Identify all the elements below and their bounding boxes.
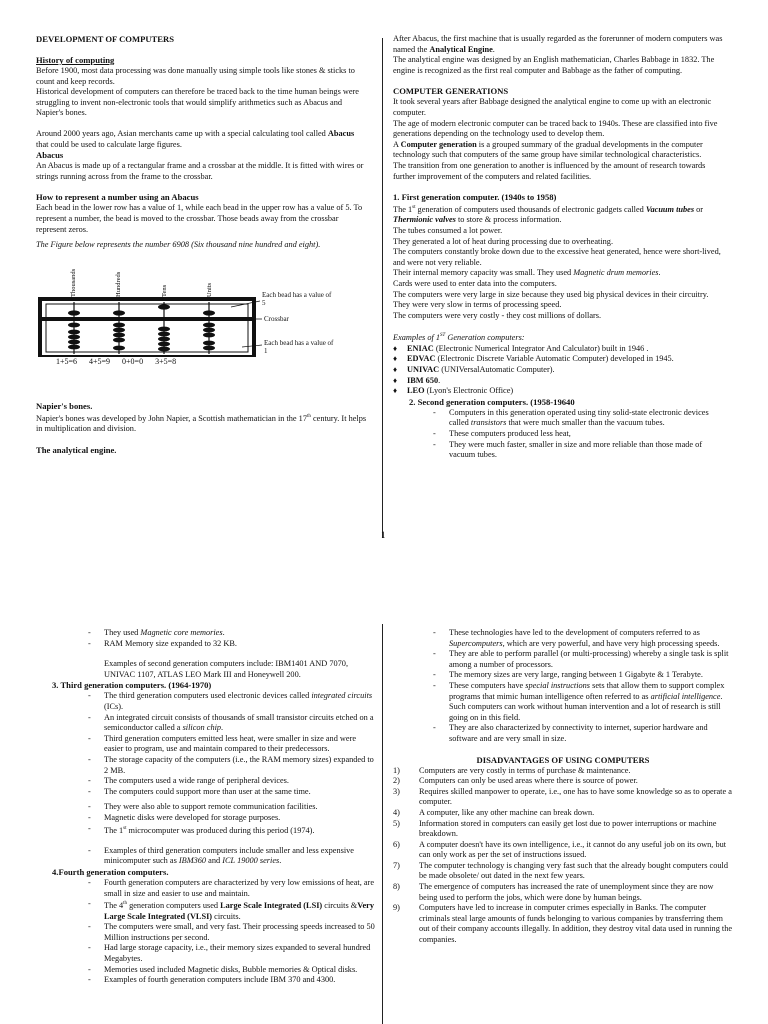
disadvantages-list xyxy=(393,766,733,946)
list-item: ♦ ENIAC (Electronic Numerical Integrator And Calculator) built in 1946 . xyxy=(393,344,729,355)
page-2 xyxy=(0,620,768,1024)
first-gen-examples-heading: Examples of 1ST Generation computers: xyxy=(393,333,525,343)
represent-description: Each bead in the lower row has a value of 1, while each bead in the upper row has a value of 5. To represent a number, the bead is moved to the crossbar. Those beads away from the crossbar represent zeros. xyxy=(36,203,363,234)
second-gen-list-continued xyxy=(36,628,376,649)
list-item: 7) The computer technology is changing very fast such that the already bought computers could be made obsolete/ out dated in the next few years. xyxy=(393,860,728,881)
abacus-sums: 1+5=6 4+5=9 0+0=0 3+5=8 xyxy=(56,356,177,366)
generations-paragraph-1: It took several years after Babbage designed the analytical engine to come up with an electronic computer. xyxy=(393,97,712,117)
analytical-paragraph-2: The analytical engine was designed by an English mathematician, Charles Babbage in 1832. The engine is recognized as the first real computer and Babbage as the father of computing. xyxy=(393,55,715,75)
first-gen-examples-list xyxy=(393,344,729,397)
list-item: - Magnetic disks were developed for storage purposes. xyxy=(88,813,376,824)
fourth-gen-list xyxy=(36,878,376,986)
abacus-col-label-hundreds: Hundreds xyxy=(115,271,122,297)
page2-left-column xyxy=(36,628,376,1024)
abacus-figure xyxy=(36,261,366,371)
list-item: - The memory sizes are very large, ranging between 1 Gigabyte & 1 Terabyte. xyxy=(433,670,733,681)
list-item: - They are able to perform parallel (or multi-processing) whereby a single task is split among a number of processors. xyxy=(433,649,733,670)
generations-heading: COMPUTER GENERATIONS xyxy=(393,86,509,97)
label-upper-beads: Each bead has a value of 5 xyxy=(262,290,332,308)
history-paragraph-1: Before 1900, most data processing was done manually using simple tools like stones & sticks to count and keep records. xyxy=(36,66,355,86)
third-gen-examples-list xyxy=(36,846,376,867)
list-item: - Fourth generation computers are characterized by very low emissions of heat, are small in size and easier to use and maintain. xyxy=(88,878,376,899)
list-item: - Had large storage capacity, i.e., their memory sizes expanded to several hundred Megabytes. xyxy=(88,943,376,964)
third-generation-heading: 3. Third generation computers. (1964-1970) xyxy=(52,680,212,691)
abacus-description: An Abacus is made up of a rectangular frame and a crossbar at the middle. It is fitted with wires or strings running across from the frame to the crossbar. xyxy=(36,161,364,181)
list-item: - Examples of third generation computers include smaller and less expensive minicomputer such as IBM360 and ICL 19000 series. xyxy=(88,846,376,867)
history-heading: History of computing xyxy=(36,55,115,65)
list-item: - The third generation computers used electronic devices called integrated circuits (ICs). xyxy=(88,691,376,712)
list-item: - These computers have special instructions sets that allow them to support complex programs that mimic human intelligence often referred to as artificial intelligence. Such computers can work without human intervention and a lot of research is still going on in this field. xyxy=(433,681,733,723)
first-generation-paragraph: The 1st generation of computers used thousands of electronic gadgets called Vacuum tubes or Thermionic valves to store & process information. xyxy=(393,204,704,225)
list-item: 9) Computers have led to increase in computer crimes especially in Banks. The computer criminals steal large amounts of funds belonging to various companies by transferring them out of their company accounts illegally. In addition, they destroy vital data used in running the companies. xyxy=(393,903,733,945)
list-item: - They used Magnetic core memories. xyxy=(88,628,376,639)
page1-right-column xyxy=(393,34,729,544)
list-item: - An integrated circuit consists of thousands of small transistor circuits etched on a semiconductor called a silicon chip. xyxy=(88,713,376,734)
list-item: - These technologies have led to the development of computers referred to as Supercomputers, which are very powerful, and have very high processing speeds. xyxy=(433,628,733,649)
column-divider xyxy=(382,38,383,538)
second-gen-list xyxy=(393,408,729,461)
abacus-col-label-tens: Tens xyxy=(161,284,168,297)
list-item: - They were much faster, smaller in size and more reliable than those made of vacuum tubes. xyxy=(433,440,729,461)
first-gen-line: The computers constantly broke down due to the excessive heat generated, hence were short-lived, and were not very reliable. xyxy=(393,247,721,267)
disadvantages-heading: DISADVANTAGES OF USING COMPUTERS xyxy=(476,754,650,765)
list-item: 1) Computers are very costly in terms of purchase & maintenance. xyxy=(393,765,631,775)
first-gen-line: They were very slow in terms of processing speed. xyxy=(393,300,562,310)
list-item: 4) A computer, like any other machine can break down. xyxy=(393,807,595,817)
first-generation-heading: 1. First generation computer. (1940s to 1958) xyxy=(393,192,557,203)
list-item: - They were also able to support remote communication facilities. xyxy=(88,802,376,813)
list-item: ♦ LEO (Lyon's Electronic Office) xyxy=(393,386,729,397)
list-item: 2) Computers can only be used areas where there is source of power. xyxy=(393,776,638,786)
list-item: - The computers could support more than user at the same time. xyxy=(88,787,376,798)
list-item: - Third generation computers emitted less heat, were smaller in size and were easier to program, use and maintain compared to their predecessors. xyxy=(88,734,376,755)
list-item: 3) Requires skilled manpower to operate, i.e., one has to have some knowledge so as to operate a computer. xyxy=(393,786,732,807)
list-item: - These computers produced less heat, xyxy=(433,429,729,440)
list-item: - The computers were small, and very fast. Their processing speeds increased to 50 Million instructions per second. xyxy=(88,922,376,943)
second-gen-examples: Examples of second generation computers include: IBM1401 AND 7070, UNIVAC 1107, ATLAS LEO Mark III and Honeywell 200. xyxy=(104,659,349,679)
fourth-generation-heading: 4.Fourth generation computers. xyxy=(52,867,169,878)
document-title: DEVELOPMENT OF COMPUTERS xyxy=(36,34,174,44)
list-item: - The storage capacity of the computers (i.e., the RAM memory sizes) expanded to 2 MB. xyxy=(88,755,376,776)
column-divider xyxy=(382,624,383,1024)
list-item: - Memories used included Magnetic disks, Bubble memories & Optical disks. xyxy=(88,965,376,976)
first-gen-line: They generated a lot of heat during processing due to overheating. xyxy=(393,236,614,246)
first-gen-line: The computers were very large in size because they used big physical devices in their circuitry. xyxy=(393,289,709,299)
analytical-paragraph-1: After Abacus, the first machine that is usually regarded as the forerunner of modern computers was named the Analytical Engine. xyxy=(393,34,723,54)
first-gen-line: The computers were very costly - they cost millions of dollars. xyxy=(393,310,602,320)
generations-paragraph-2: The age of modern electronic computer can be traced back to 1940s. These are classified into five generations depending on the technology used to develop them. xyxy=(393,118,718,139)
third-gen-list-2 xyxy=(36,802,376,836)
list-item: 8) The emergence of computers has increased the rate of unemployment since they are now being used to perform the jobs, which were done by human beings. xyxy=(393,882,714,902)
label-crossbar: Crossbar xyxy=(264,314,289,323)
label-lower-beads: Each bead has a value of 1 xyxy=(264,338,334,356)
list-item: 5) Information stored in computers can easily get lost due to power interruptions or machine breakdown. xyxy=(393,818,717,839)
list-item: ♦ UNIVAC (UNIVersalAutomatic Computer). xyxy=(393,365,729,376)
list-item: - They are also characterized by connectivity to internet, superior hardware and software and are very small in size. xyxy=(433,723,733,744)
list-item: ♦ EDVAC (Electronic Discrete Variable Automatic Computer) developed in 1945. xyxy=(393,354,729,365)
page1-left-column xyxy=(36,34,368,544)
abacus-col-label-units: Units xyxy=(206,282,213,297)
list-item: - RAM Memory size expanded to 32 KB. xyxy=(88,639,376,650)
generations-paragraph-3: A Computer generation is a grouped summary of the gradual developments in the computer technology such that computers of the same group have similar technological characteristics. xyxy=(393,139,703,160)
list-item: ♦ IBM 650. xyxy=(393,376,729,387)
list-item: - The 4th generation computers used Large Scale Integrated (LSI) circuits &Very Large Scale Integrated (VLSI) circuits. xyxy=(88,899,376,922)
second-generation-heading: 2. Second generation computers. (1958-19640 xyxy=(409,396,575,407)
napier-description: Napier's bones was developed by John Napier, a Scottish mathematician in the 17th century. It helps in multiplication and division. xyxy=(36,413,367,434)
represent-heading: How to represent a number using an Abacus xyxy=(36,192,199,203)
list-item: 6) A computer doesn't have its own intelligence, i.e., it cannot do any useful job on its own, but can only work as per the set of instructions issued. xyxy=(393,839,727,860)
first-gen-line: Cards were used to enter data into the computers. xyxy=(393,279,557,289)
generations-paragraph-4: The transition from one generation to another is influenced by the amount of research towards further improvement of the computers and related facilities. xyxy=(393,160,706,181)
first-gen-line: The tubes consumed a lot power. xyxy=(393,226,503,236)
page-number: 1 xyxy=(381,530,386,540)
page2-right-column xyxy=(393,628,733,1024)
analytical-engine-heading: The analytical engine. xyxy=(36,444,117,455)
napier-heading: Napier's bones. xyxy=(36,400,93,411)
abacus-heading: Abacus xyxy=(36,150,64,161)
list-item: - Examples of fourth generation computers include IBM 370 and 4300. xyxy=(88,975,376,986)
list-item: - The 1st microcomputer was produced during this period (1974). xyxy=(88,824,376,836)
abacus-col-label-thousands: Thousands xyxy=(70,268,77,297)
abacus-intro: Around 2000 years ago, Asian merchants came up with a special calculating tool called Abacus that could be used to calculate large figures. xyxy=(36,128,355,149)
history-paragraph-2: Historical development of computers can therefore be traced back to the time human beings were struggling to invent non-electronic tools that would simplify arithmetics such as Abacus and Napier's bones. xyxy=(36,87,359,118)
third-gen-list xyxy=(36,691,376,797)
first-gen-memory: Their internal memory capacity was small. They used Magnetic drum memories. xyxy=(393,268,661,278)
list-item: - Computers in this generation operated using tiny solid-state electronic devices called transistors that were much smaller than the vacuum tubes. xyxy=(433,408,729,429)
fifth-gen-list xyxy=(393,628,733,745)
list-item: - The computers used a wide range of peripheral devices. xyxy=(88,776,376,787)
figure-caption: The Figure below represents the number 6908 (Six thousand nine hundred and eight). xyxy=(36,240,321,250)
